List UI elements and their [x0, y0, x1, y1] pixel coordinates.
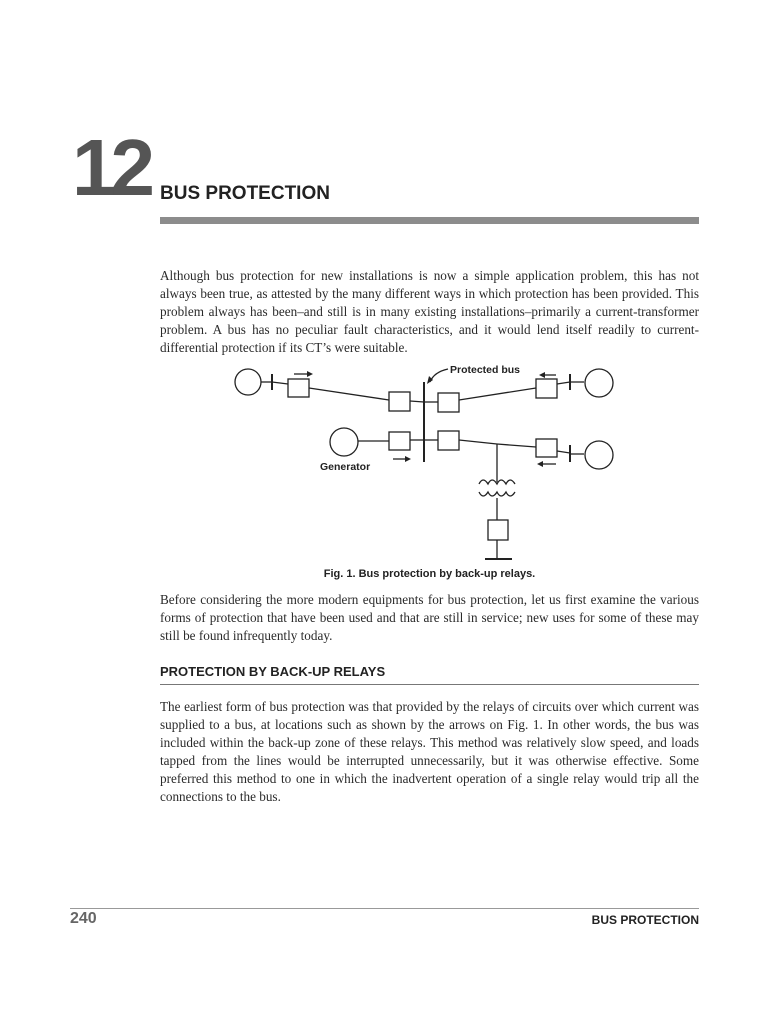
generator-circle [330, 428, 358, 456]
source-circle-top-right [585, 369, 613, 397]
before-paragraph: Before considering the more modern equipments for bus protection, let us first examine the various forms of protection that have been used and that are still in service; new uses for some of these may still be found infrequently today. [160, 592, 699, 643]
breaker-top-left-inner [389, 392, 410, 411]
section-heading: PROTECTION BY BACK-UP RELAYS [160, 664, 386, 679]
breaker-top-left-outer [288, 379, 309, 397]
footer-rule [70, 908, 699, 909]
bus-protection-diagram [222, 360, 620, 568]
breaker-load [488, 520, 508, 540]
transformer-winding-bottom [479, 492, 515, 496]
intro-paragraph: Although bus protection for new installations is now a simple application problem, this has not always been true, as attested by the many different ways in which protection has been provided. This problem always has been–and still is in many existing installations–primarily a current-transformer problem. A bus has no peculiar fault characteristics, and it would lend itself readily to current-differential protection if its CT’s were suitable. [160, 268, 699, 355]
breaker-top-right-inner [438, 393, 459, 412]
figure-caption: Fig. 1. Bus protection by back-up relays. [323, 568, 536, 580]
label-protected-bus: Protected bus [450, 364, 521, 376]
running-head: BUS PROTECTION [591, 913, 699, 927]
relay-arrow-top-left [307, 371, 313, 377]
breaker-generator [389, 432, 410, 450]
relay-arrow-generator [405, 456, 411, 462]
chapter-title-rule [160, 217, 699, 224]
source-circle-bottom-right [585, 441, 613, 469]
breaker-bottom-right-outer [536, 439, 557, 457]
breaker-top-right-outer [536, 379, 557, 398]
label-generator: Generator [320, 461, 371, 473]
breaker-bottom-right-inner [438, 431, 459, 450]
chapter-title: BUS PROTECTION [160, 183, 330, 204]
source-circle-top-left [235, 369, 261, 395]
relay-arrow-top-right [539, 372, 545, 378]
backup-paragraph: The earliest form of bus protection was that provided by the relays of circuits over which current was supplied to a bus, at locations such as shown by the arrows on Fig. 1. In other words, the bus was included within the back-up zone of these relays. This method was relatively slow speed, and loads tapped from the lines would be interrupted unnecessarily, but it was otherwise effective. Some preferred this method to one in which the inadvertent operation of a single relay would trip all the connections to the bus. [160, 699, 699, 804]
relay-arrow-bottom-right [537, 461, 543, 467]
section-heading-rule [160, 684, 699, 685]
page-number: 240 [70, 910, 97, 927]
chapter-number: 12 [72, 123, 149, 212]
